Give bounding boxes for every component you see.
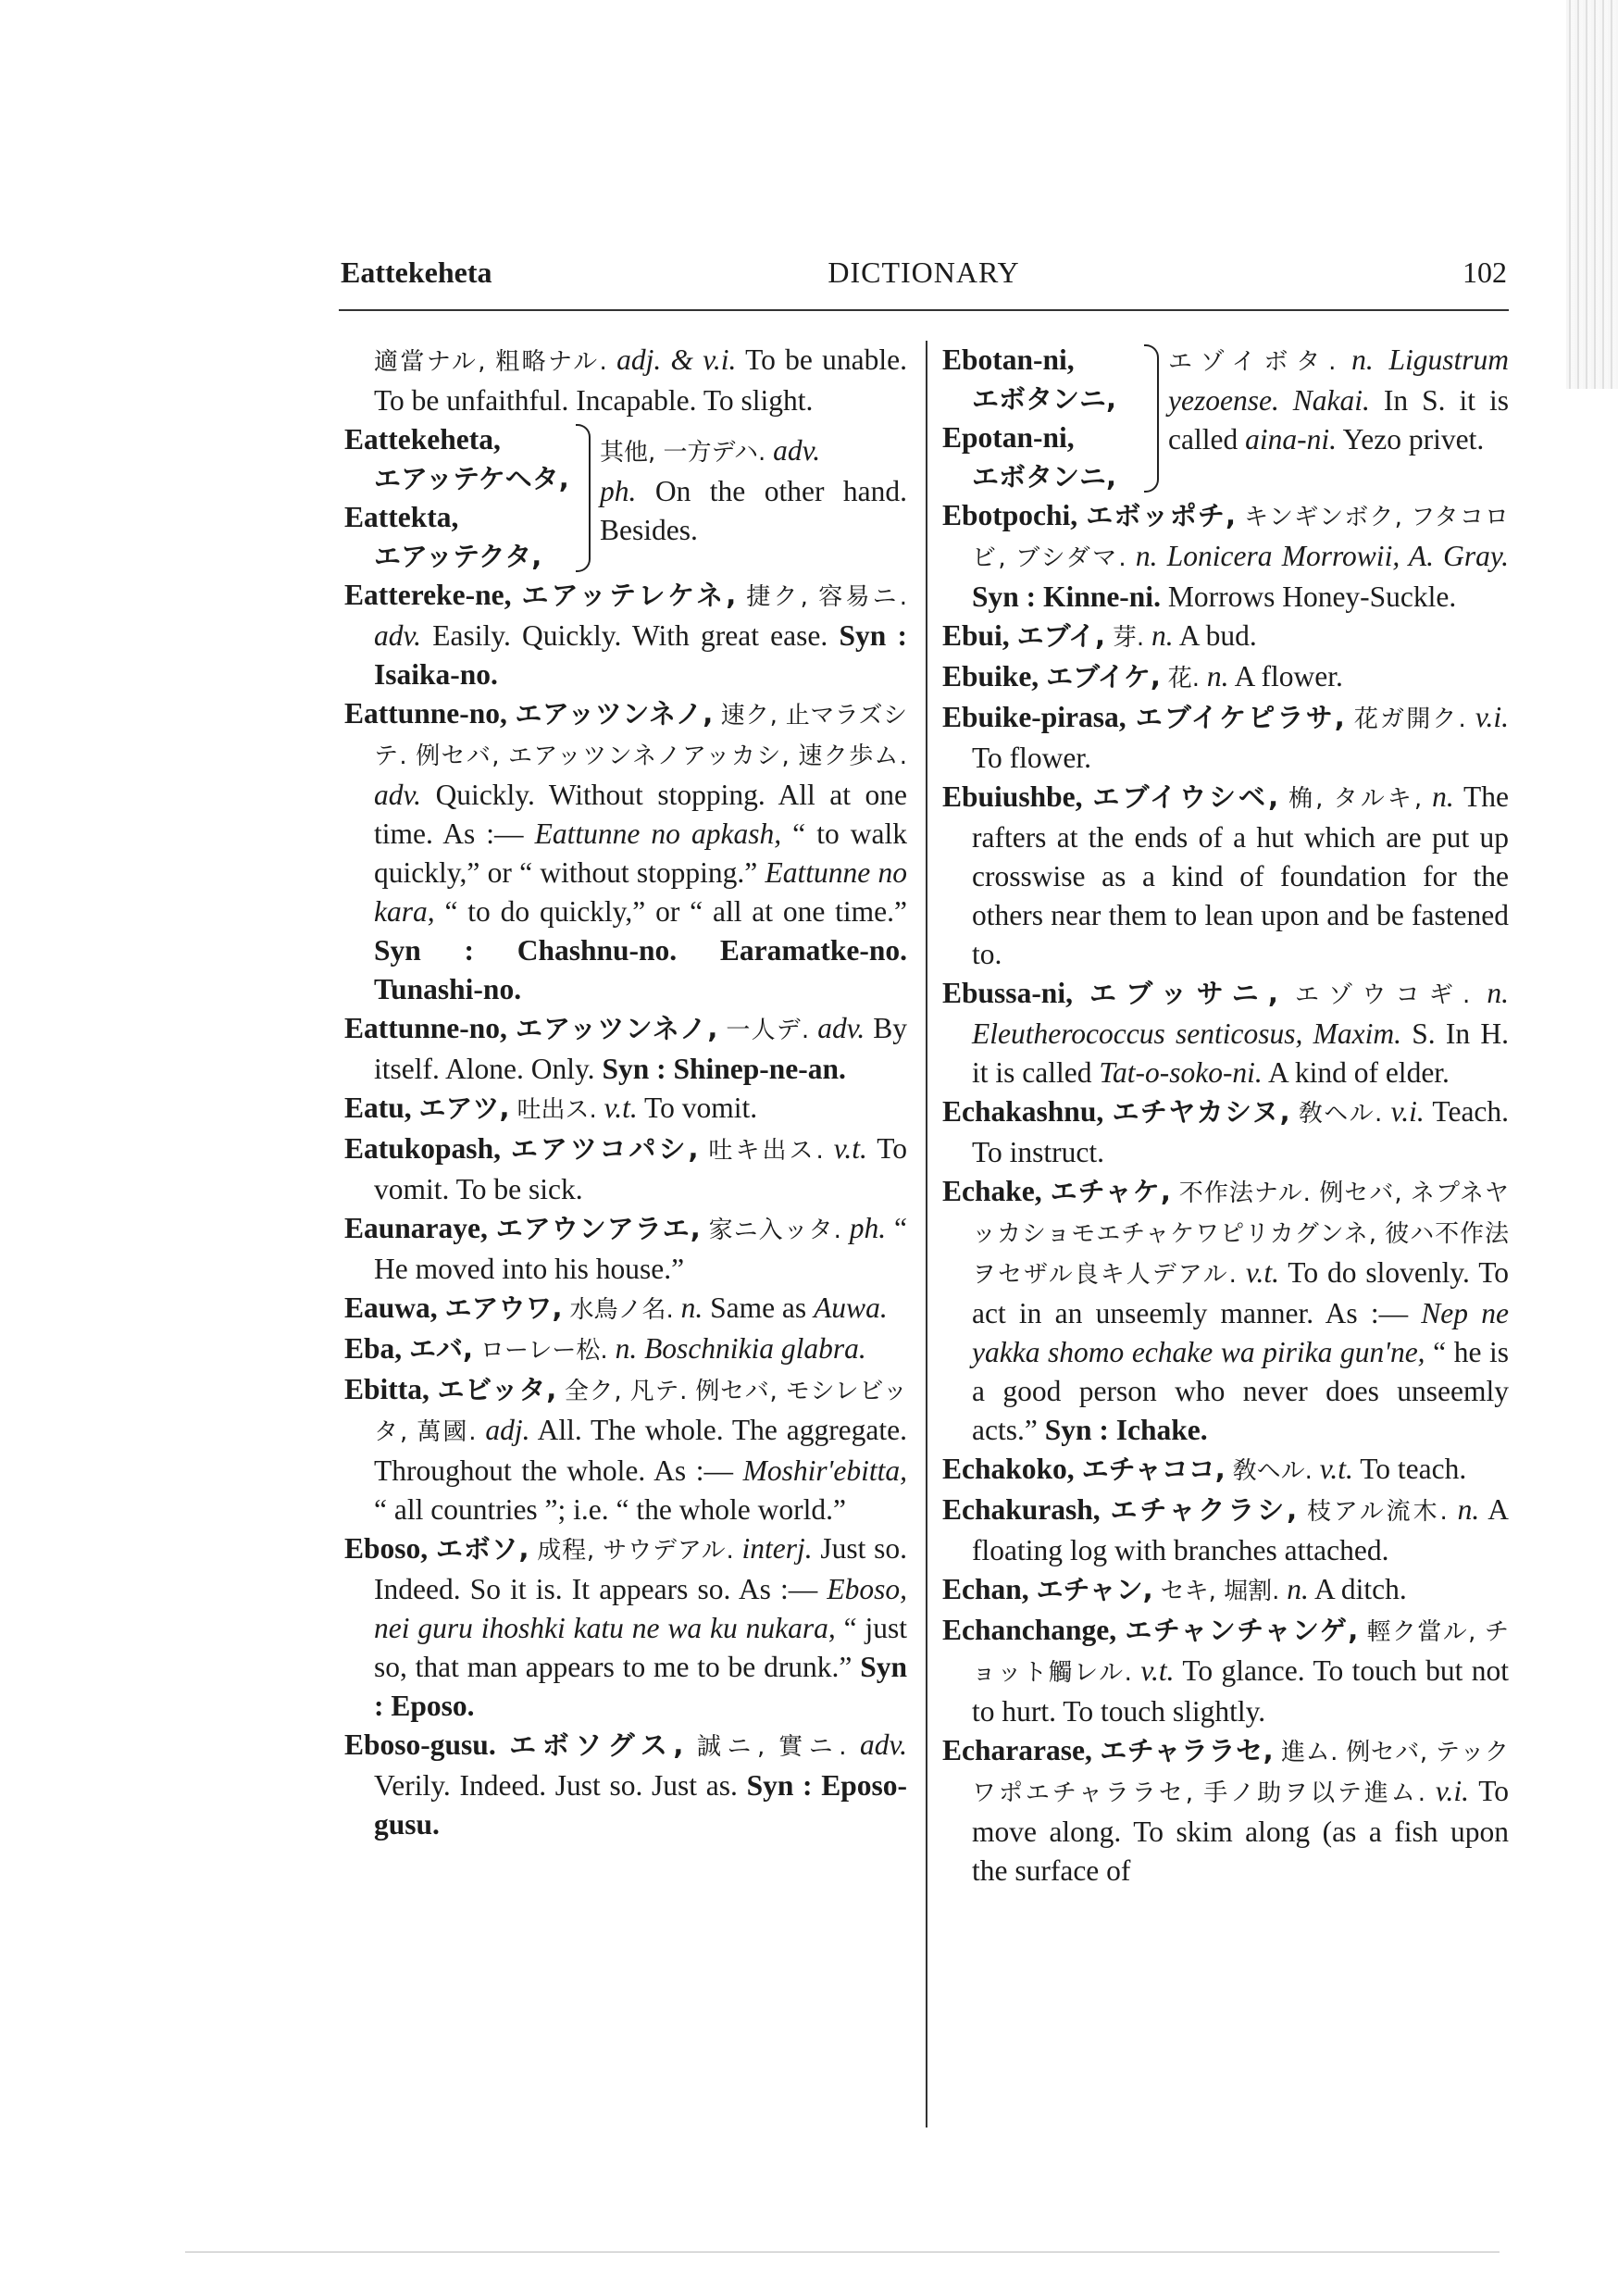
dictionary-entry: 適當ナル, 粗略ナル. adj. & v.i. To be unable. To be unfaithful. Incapable. To slight. bbox=[374, 343, 907, 417]
right-column bbox=[942, 341, 1509, 1890]
dictionary-entry: Ebussa-ni, エブッサニ, エゾウコギ. n. Eleutherococcus senticosus, Maxim. S. In H. it is called Tat-o-soko-ni. A kind of elder. bbox=[942, 977, 1510, 1089]
page-number: 102 bbox=[1462, 256, 1507, 289]
headword: Echake, bbox=[942, 1175, 1042, 1207]
dictionary-entry: Ebui, エブイ, 芽. n. A bud. bbox=[942, 619, 1257, 652]
headword: Ebotan-ni, bbox=[942, 343, 1075, 376]
headword: Eboso, bbox=[344, 1532, 429, 1565]
headword: Ebuike-pirasa, bbox=[942, 701, 1126, 733]
headword-kana: エアッテケヘタ, bbox=[374, 463, 569, 494]
dictionary-entry: Echakoko, エチャココ, 敎ヘル. v.t. To teach. bbox=[942, 1453, 1467, 1485]
headword: Eattekeheta, bbox=[344, 423, 501, 455]
headword: Eattunne-no, bbox=[344, 1012, 507, 1044]
dictionary-entry-group bbox=[344, 420, 907, 576]
dictionary-entry: Eboso-gusu. エボソグス, 誠ニ, 實ニ. adv. Verily. Indeed. Just so. Just as. Syn : Eposo-gusu. bbox=[344, 1728, 908, 1841]
dictionary-entry: Echake, エチャケ, 不作法ナル. 例セバ, ネプネヤッカショモエチャケワピリカグンネ, 彼ハ不作法ヲセザル良キ人デアル. v.t. To do slovenly. To act in an unseemly manner. As :— Nep ne yakka shomo echake wa pirika gun'ne, “ he is a good person who never does unseemly acts.” Syn : Ichake. bbox=[942, 1175, 1510, 1446]
dictionary-entry: Echakurash, エチャクラシ, 枝アル流木. n. A floating log with branches attached. bbox=[942, 1493, 1510, 1566]
headword-kana: エアッテクタ, bbox=[374, 541, 542, 572]
headword: Ebussa-ni, bbox=[942, 977, 1073, 1009]
headword: Eatu, bbox=[344, 1092, 412, 1124]
headword: Ebitta, bbox=[344, 1373, 429, 1405]
headword: Ebotpochi, bbox=[942, 499, 1078, 531]
headword-kana: エボタンニ, bbox=[972, 461, 1117, 493]
dictionary-entry: Echan, エチャン, セキ, 堀割. n. A ditch. bbox=[942, 1573, 1407, 1605]
dictionary-entry: Eatu, エアツ, 吐出ス. v.t. To vomit. bbox=[344, 1092, 758, 1124]
dictionary-entry: Eboso, エボソ, 成程, サウデアル. interj. Just so. Indeed. So it is. It appears so. As :— Eboso, nei guru ihoshki katu ne wa ku nukara, “ just so, that man appears to me to be drunk.” Syn : Eposo. bbox=[344, 1532, 908, 1722]
headword: Eauwa, bbox=[344, 1292, 438, 1324]
brace bbox=[1144, 344, 1159, 493]
entry-definition: エゾイボタ. n. Ligustrum yezoense. Nakai. In S. it is called aina-ni. Yezo privet. bbox=[1168, 343, 1510, 455]
dictionary-entry: Ebuike-pirasa, エブイケピラサ, 花ガ開ク. v.i. To flower. bbox=[942, 701, 1510, 774]
headword: Echararase, bbox=[942, 1734, 1092, 1766]
headword: Eattunne-no, bbox=[344, 697, 507, 730]
headword: Eattereke-ne, bbox=[344, 579, 512, 611]
running-head: Eattekeheta bbox=[341, 256, 492, 289]
dictionary-entry: Eattunne-no, エアッツンネノ, 一人デ. adv. By itself. Alone. Only. Syn : Shinep-ne-an. bbox=[344, 1012, 908, 1085]
dictionary-entry: Ebuike, エブイケ, 花. n. A flower. bbox=[942, 660, 1343, 693]
headword: Echakoko, bbox=[942, 1453, 1075, 1485]
column-divider bbox=[926, 341, 927, 2128]
headword: Echakurash, bbox=[942, 1493, 1101, 1526]
entry-definition: 其他, 一方デハ. adv. ph. On the other hand. Besides. bbox=[600, 434, 907, 546]
dictionary-entry: Eaunaraye, エアウンアラエ, 家ニ入ッタ. ph. “ He moved into his house.” bbox=[344, 1212, 908, 1285]
headword: Epotan-ni, bbox=[942, 421, 1075, 454]
headword: Eattekta, bbox=[344, 501, 459, 533]
headword: Echakashnu, bbox=[942, 1095, 1104, 1128]
headword: Ebui, bbox=[942, 619, 1010, 652]
headword: Ebuiushbe, bbox=[942, 780, 1083, 813]
header-rule bbox=[339, 309, 1509, 311]
dictionary-entry: Echanchange, エチャンチャンゲ, 輕ク當ル, チョット觸レル. v.t. To glance. To touch but not to hurt. To touch slightly. bbox=[942, 1614, 1509, 1728]
headword: Eba, bbox=[344, 1332, 403, 1365]
headword-kana: エボタンニ, bbox=[972, 383, 1117, 415]
dictionary-entry: Eattereke-ne, エアッテレケネ, 捷ク, 容易ニ. adv. Easily. Quickly. With great ease. Syn : Isaika-no. bbox=[344, 579, 908, 691]
dictionary-entry-group bbox=[942, 341, 1509, 496]
dictionary-entry: Ebitta, エビッタ, 全ク, 凡テ. 例セバ, モシレビッタ, 萬國. adj. All. The whole. The aggregate. Throughout the whole. As :— Moshir'ebitta, “ all countries ”; i.e. “ the whole world.” bbox=[344, 1373, 908, 1526]
headword: Ebuike, bbox=[942, 660, 1039, 693]
dictionary-entry: Ebotpochi, エボッポチ, キンギンボク, フタコロビ, ブシダマ. n. Lonicera Morrowii, A. Gray. Syn : Kinne-ni. Morrows Honey-Suckle. bbox=[942, 499, 1510, 613]
brace bbox=[576, 424, 591, 572]
headword: Eboso-gusu. bbox=[344, 1728, 496, 1761]
left-column bbox=[344, 341, 907, 1844]
dictionary-entry: Eattunne-no, エアッツンネノ, 速ク, 止マラズシテ. 例セバ, エアッツンネノアッカシ, 速ク歩ム. adv. Quickly. Without stopping. All at one time. As :— Eattunne no apkash, “ to walk quickly,” or “ without stopping.” Eattunne no kara, “ to do quickly,” or “ all at one time.” Syn : Chashnu-no. Earamatke-no. Tunashi-no. bbox=[344, 697, 908, 1005]
page-header bbox=[341, 256, 1507, 298]
dictionary-entry: Eauwa, エアウワ, 水鳥ノ名. n. Same as Auwa. bbox=[344, 1292, 888, 1324]
headword: Eaunaraye, bbox=[344, 1212, 488, 1244]
dictionary-entry: Ebuiushbe, エブイウシベ, 桷, タルキ, n. The rafters at the ends of a hut which are put up crosswise as a kind of foundation for the others near them to lean upon and be fastened to. bbox=[942, 780, 1510, 970]
headword: Eatukopash, bbox=[344, 1132, 501, 1165]
dictionary-entry: Echararase, エチャララセ, 進ム. 例セバ, テックワポエチャララセ, 手ノ助ヲ以テ進ム. v.i. To move along. To skim along (as a fish upon the surface of bbox=[942, 1734, 1510, 1887]
page-title: DICTIONARY bbox=[828, 256, 1020, 289]
dictionary-entry: Eba, エバ, ローレー松. n. Boschnikia glabra. bbox=[344, 1332, 866, 1365]
dictionary-entry: Echakashnu, エチヤカシヌ, 敎ヘル. v.i. Teach. To instruct. bbox=[942, 1095, 1510, 1168]
dictionary-entry: Eatukopash, エアツコパシ, 吐キ出ス. v.t. To vomit. To be sick. bbox=[344, 1132, 907, 1205]
headword: Echan, bbox=[942, 1573, 1029, 1605]
headword: Echanchange, bbox=[942, 1614, 1117, 1646]
scan-edge bbox=[1566, 0, 1618, 389]
